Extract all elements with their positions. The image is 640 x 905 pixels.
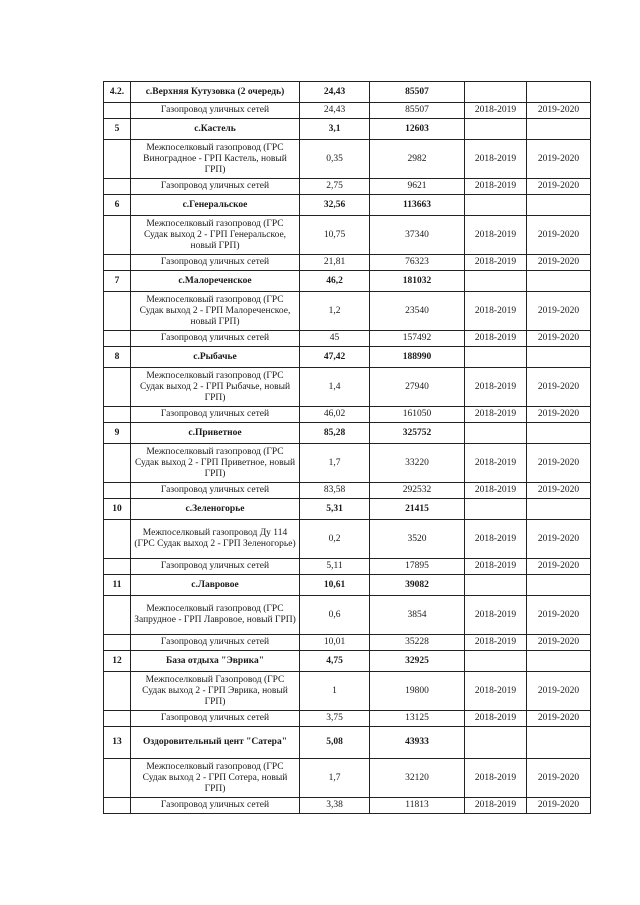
row-end-period: 2019-2020 bbox=[527, 672, 591, 711]
row-name: с.Зеленогорье bbox=[131, 499, 300, 520]
row-cost: 76323 bbox=[370, 255, 465, 271]
row-end-period bbox=[527, 727, 591, 759]
row-start-period: 2018-2019 bbox=[465, 559, 527, 575]
object-row bbox=[104, 119, 591, 140]
table-row bbox=[104, 140, 591, 179]
row-end-period bbox=[527, 499, 591, 520]
row-number bbox=[104, 292, 131, 331]
row-end-period: 2019-2020 bbox=[527, 368, 591, 407]
row-end-period bbox=[527, 271, 591, 292]
row-length-km: 5,08 bbox=[300, 727, 370, 759]
row-number bbox=[104, 596, 131, 635]
row-name: с.Верхняя Кутузовка (2 очередь) bbox=[131, 82, 300, 103]
table-row bbox=[104, 711, 591, 727]
row-name: База отдыха "Эврика" bbox=[131, 651, 300, 672]
object-row bbox=[104, 499, 591, 520]
row-number bbox=[104, 331, 131, 347]
row-name: Газопровод уличных сетей bbox=[131, 798, 300, 814]
row-start-period: 2018-2019 bbox=[465, 103, 527, 119]
row-length-km: 1,7 bbox=[300, 759, 370, 798]
object-row bbox=[104, 271, 591, 292]
row-cost: 157492 bbox=[370, 331, 465, 347]
row-length-km: 83,58 bbox=[300, 483, 370, 499]
row-length-km: 0,6 bbox=[300, 596, 370, 635]
row-cost: 37340 bbox=[370, 216, 465, 255]
row-start-period bbox=[465, 82, 527, 103]
table-row bbox=[104, 798, 591, 814]
row-cost: 292532 bbox=[370, 483, 465, 499]
row-number: 13 bbox=[104, 727, 131, 759]
row-end-period bbox=[527, 119, 591, 140]
row-end-period: 2019-2020 bbox=[527, 559, 591, 575]
row-number: 5 bbox=[104, 119, 131, 140]
row-end-period: 2019-2020 bbox=[527, 635, 591, 651]
row-start-period bbox=[465, 651, 527, 672]
table-row bbox=[104, 216, 591, 255]
table-row bbox=[104, 331, 591, 347]
row-name: Газопровод уличных сетей bbox=[131, 331, 300, 347]
table-row bbox=[104, 759, 591, 798]
row-length-km: 1,4 bbox=[300, 368, 370, 407]
row-end-period: 2019-2020 bbox=[527, 179, 591, 195]
row-start-period: 2018-2019 bbox=[465, 407, 527, 423]
table-row bbox=[104, 559, 591, 575]
row-start-period: 2018-2019 bbox=[465, 596, 527, 635]
row-length-km: 2,75 bbox=[300, 179, 370, 195]
row-cost: 181032 bbox=[370, 271, 465, 292]
object-row bbox=[104, 347, 591, 368]
row-length-km: 1,2 bbox=[300, 292, 370, 331]
row-start-period: 2018-2019 bbox=[465, 483, 527, 499]
row-number bbox=[104, 216, 131, 255]
row-cost: 2982 bbox=[370, 140, 465, 179]
row-start-period: 2018-2019 bbox=[465, 368, 527, 407]
row-number: 11 bbox=[104, 575, 131, 596]
row-cost: 325752 bbox=[370, 423, 465, 444]
row-end-period: 2019-2020 bbox=[527, 331, 591, 347]
row-name: с.Кастель bbox=[131, 119, 300, 140]
row-length-km: 85,28 bbox=[300, 423, 370, 444]
row-name: Газопровод уличных сетей bbox=[131, 407, 300, 423]
row-end-period: 2019-2020 bbox=[527, 520, 591, 559]
row-length-km: 24,43 bbox=[300, 103, 370, 119]
row-start-period: 2018-2019 bbox=[465, 711, 527, 727]
row-number bbox=[104, 635, 131, 651]
row-end-period: 2019-2020 bbox=[527, 216, 591, 255]
row-length-km: 3,38 bbox=[300, 798, 370, 814]
table-row bbox=[104, 368, 591, 407]
row-number bbox=[104, 368, 131, 407]
row-number bbox=[104, 559, 131, 575]
object-row bbox=[104, 727, 591, 759]
row-number: 10 bbox=[104, 499, 131, 520]
row-length-km: 0,35 bbox=[300, 140, 370, 179]
row-length-km: 1 bbox=[300, 672, 370, 711]
row-number bbox=[104, 483, 131, 499]
row-length-km: 10,61 bbox=[300, 575, 370, 596]
row-name: Газопровод уличных сетей bbox=[131, 255, 300, 271]
row-end-period: 2019-2020 bbox=[527, 407, 591, 423]
table-row bbox=[104, 483, 591, 499]
row-start-period bbox=[465, 423, 527, 444]
row-cost: 23540 bbox=[370, 292, 465, 331]
row-end-period: 2019-2020 bbox=[527, 103, 591, 119]
row-end-period bbox=[527, 195, 591, 216]
row-name: Межпоселковый газопровод (ГРС Виноградное - ГРП Кастель, новый ГРП) bbox=[131, 140, 300, 179]
row-name: Межпоселковый Газопровод (ГРС Судак выход 2 - ГРП Эврика, новый ГРП) bbox=[131, 672, 300, 711]
row-start-period: 2018-2019 bbox=[465, 216, 527, 255]
row-name: с.Рыбачье bbox=[131, 347, 300, 368]
object-row bbox=[104, 82, 591, 103]
row-end-period bbox=[527, 423, 591, 444]
row-number bbox=[104, 672, 131, 711]
row-start-period bbox=[465, 727, 527, 759]
row-start-period: 2018-2019 bbox=[465, 292, 527, 331]
table-row bbox=[104, 292, 591, 331]
row-name: с.Лавровое bbox=[131, 575, 300, 596]
row-end-period: 2019-2020 bbox=[527, 140, 591, 179]
row-end-period: 2019-2020 bbox=[527, 255, 591, 271]
row-cost: 13125 bbox=[370, 711, 465, 727]
row-number bbox=[104, 407, 131, 423]
table-row bbox=[104, 520, 591, 559]
row-number: 9 bbox=[104, 423, 131, 444]
row-length-km: 24,43 bbox=[300, 82, 370, 103]
row-name: Оздоровительный цент "Сатера" bbox=[131, 727, 300, 759]
row-number: 7 bbox=[104, 271, 131, 292]
row-name: с.Генеральское bbox=[131, 195, 300, 216]
row-name: Газопровод уличных сетей bbox=[131, 635, 300, 651]
row-start-period: 2018-2019 bbox=[465, 179, 527, 195]
row-length-km: 5,31 bbox=[300, 499, 370, 520]
table-row bbox=[104, 635, 591, 651]
row-name: Газопровод уличных сетей bbox=[131, 103, 300, 119]
row-number bbox=[104, 520, 131, 559]
row-length-km: 46,2 bbox=[300, 271, 370, 292]
row-number bbox=[104, 103, 131, 119]
object-row bbox=[104, 195, 591, 216]
row-number bbox=[104, 711, 131, 727]
row-start-period: 2018-2019 bbox=[465, 140, 527, 179]
row-end-period bbox=[527, 651, 591, 672]
row-number bbox=[104, 759, 131, 798]
row-length-km: 45 bbox=[300, 331, 370, 347]
row-number: 6 bbox=[104, 195, 131, 216]
row-name: Межпоселковый газопровод (ГРС Судак выход 2 - ГРП Сотера, новый ГРП) bbox=[131, 759, 300, 798]
row-number bbox=[104, 444, 131, 483]
row-cost: 3854 bbox=[370, 596, 465, 635]
row-cost: 19800 bbox=[370, 672, 465, 711]
row-start-period bbox=[465, 271, 527, 292]
table-body bbox=[104, 82, 591, 814]
row-name: Газопровод уличных сетей bbox=[131, 711, 300, 727]
row-number bbox=[104, 140, 131, 179]
row-name: Межпоселковый газопровод (ГРС Судак выход 2 - ГРП Генеральское, новый ГРП) bbox=[131, 216, 300, 255]
row-cost: 35228 bbox=[370, 635, 465, 651]
row-name: с.Малореченское bbox=[131, 271, 300, 292]
row-length-km: 0,2 bbox=[300, 520, 370, 559]
row-number bbox=[104, 179, 131, 195]
row-start-period bbox=[465, 575, 527, 596]
table-row bbox=[104, 444, 591, 483]
row-length-km: 10,75 bbox=[300, 216, 370, 255]
row-cost: 188990 bbox=[370, 347, 465, 368]
row-cost: 17895 bbox=[370, 559, 465, 575]
row-cost: 3520 bbox=[370, 520, 465, 559]
row-cost: 21415 bbox=[370, 499, 465, 520]
row-end-period bbox=[527, 82, 591, 103]
row-end-period: 2019-2020 bbox=[527, 292, 591, 331]
row-start-period: 2018-2019 bbox=[465, 798, 527, 814]
row-name: Газопровод уличных сетей bbox=[131, 483, 300, 499]
row-start-period: 2018-2019 bbox=[465, 331, 527, 347]
row-start-period bbox=[465, 119, 527, 140]
row-length-km: 47,42 bbox=[300, 347, 370, 368]
row-end-period: 2019-2020 bbox=[527, 711, 591, 727]
row-cost: 43933 bbox=[370, 727, 465, 759]
row-length-km: 1,7 bbox=[300, 444, 370, 483]
row-cost: 39082 bbox=[370, 575, 465, 596]
row-start-period bbox=[465, 347, 527, 368]
row-cost: 9621 bbox=[370, 179, 465, 195]
row-start-period: 2018-2019 bbox=[465, 672, 527, 711]
object-row bbox=[104, 423, 591, 444]
row-cost: 27940 bbox=[370, 368, 465, 407]
row-cost: 85507 bbox=[370, 82, 465, 103]
row-cost: 113663 bbox=[370, 195, 465, 216]
row-end-period: 2019-2020 bbox=[527, 798, 591, 814]
table-row bbox=[104, 179, 591, 195]
row-cost: 85507 bbox=[370, 103, 465, 119]
row-start-period bbox=[465, 499, 527, 520]
row-length-km: 10,01 bbox=[300, 635, 370, 651]
object-row bbox=[104, 575, 591, 596]
row-start-period: 2018-2019 bbox=[465, 520, 527, 559]
row-end-period: 2019-2020 bbox=[527, 596, 591, 635]
row-end-period bbox=[527, 575, 591, 596]
row-name: Газопровод уличных сетей bbox=[131, 559, 300, 575]
row-length-km: 4,75 bbox=[300, 651, 370, 672]
row-name: Межпоселковый газопровод (ГРС Судак выход 2 - ГРП Малореченское, новый ГРП) bbox=[131, 292, 300, 331]
row-number: 4.2. bbox=[104, 82, 131, 103]
row-cost: 33220 bbox=[370, 444, 465, 483]
row-cost: 161050 bbox=[370, 407, 465, 423]
row-name: Межпоселковый газопровод Ду 114 (ГРС Судак выход 2 - ГРП Зеленогорье) bbox=[131, 520, 300, 559]
row-start-period bbox=[465, 195, 527, 216]
row-end-period: 2019-2020 bbox=[527, 759, 591, 798]
row-start-period: 2018-2019 bbox=[465, 759, 527, 798]
row-cost: 32120 bbox=[370, 759, 465, 798]
object-row bbox=[104, 651, 591, 672]
row-length-km: 3,1 bbox=[300, 119, 370, 140]
row-cost: 32925 bbox=[370, 651, 465, 672]
table-row bbox=[104, 407, 591, 423]
table-row bbox=[104, 103, 591, 119]
row-length-km: 3,75 bbox=[300, 711, 370, 727]
row-length-km: 21,81 bbox=[300, 255, 370, 271]
row-start-period: 2018-2019 bbox=[465, 255, 527, 271]
row-end-period: 2019-2020 bbox=[527, 444, 591, 483]
table-row bbox=[104, 596, 591, 635]
row-number: 12 bbox=[104, 651, 131, 672]
row-start-period: 2018-2019 bbox=[465, 635, 527, 651]
row-name: Межпоселковый газопровод (ГРС Судак выход 2 - ГРП Приветное, новый ГРП) bbox=[131, 444, 300, 483]
row-end-period: 2019-2020 bbox=[527, 483, 591, 499]
row-number bbox=[104, 798, 131, 814]
row-cost: 11813 bbox=[370, 798, 465, 814]
row-length-km: 46,02 bbox=[300, 407, 370, 423]
row-length-km: 32,56 bbox=[300, 195, 370, 216]
row-name: Межпоселковый газопровод (ГРС Запрудное - ГРП Лавровое, новый ГРП) bbox=[131, 596, 300, 635]
row-start-period: 2018-2019 bbox=[465, 444, 527, 483]
row-name: с.Приветное bbox=[131, 423, 300, 444]
row-length-km: 5,11 bbox=[300, 559, 370, 575]
row-end-period bbox=[527, 347, 591, 368]
table-row bbox=[104, 255, 591, 271]
row-name: Межпоселковый газопровод (ГРС Судак выход 2 - ГРП Рыбачье, новый ГРП) bbox=[131, 368, 300, 407]
row-name: Газопровод уличных сетей bbox=[131, 179, 300, 195]
row-cost: 12603 bbox=[370, 119, 465, 140]
row-number bbox=[104, 255, 131, 271]
table-row bbox=[104, 672, 591, 711]
row-number: 8 bbox=[104, 347, 131, 368]
gasification-table bbox=[103, 81, 591, 814]
